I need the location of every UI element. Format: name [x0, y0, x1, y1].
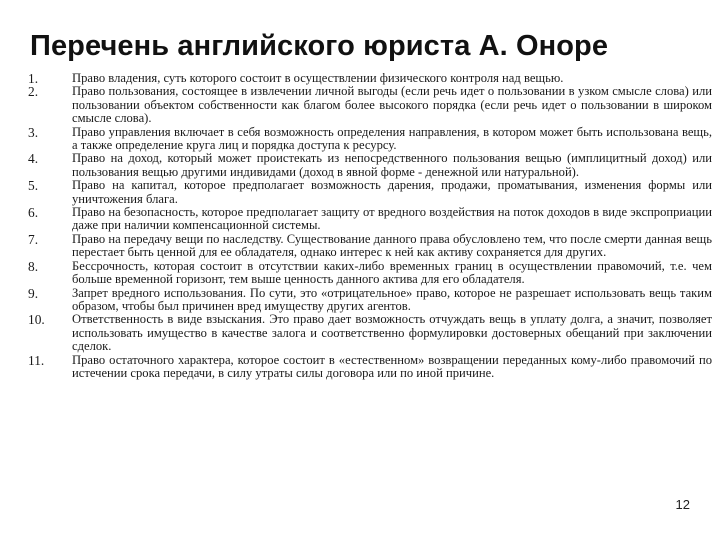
list-item: [28, 179, 712, 206]
item-number: 11.: [28, 352, 45, 368]
list-item: [28, 233, 712, 260]
list-item: [28, 126, 712, 153]
item-text: Право на капитал, которое предполагает возможность дарения, продажи, проматывания, изменения формы или уничтожения блага.: [72, 178, 712, 206]
item-number: 8.: [28, 258, 39, 274]
list-item: [28, 313, 712, 353]
list-item: [28, 72, 712, 85]
list-item: [28, 206, 712, 233]
item-number: 2.: [28, 84, 39, 100]
item-text: Право на безопасность, которое предполагает защиту от вредного воздействия на поток доходов в виде экспроприации даже при наличии компенсационной системы.: [72, 205, 712, 233]
item-number: 9.: [28, 285, 39, 301]
item-text: Запрет вредного использования. По сути, это «отрицательное» право, которое не разрешает использовать вещь таким образом, чтобы был причинен вред имуществу других агентов.: [72, 285, 712, 313]
item-number: 5.: [28, 178, 39, 194]
item-number: 7.: [28, 231, 39, 247]
item-text: Право пользования, состоящее в извлечении личной выгоды (если речь идет о пользовании в узком смысле слова) или пользовании объектом собственности как благом более высокого порядка (если речь идет о пользовании в широком смысле слова).: [72, 84, 712, 126]
slide-title: Перечень английского юриста А. Оноре: [30, 30, 609, 62]
item-number: 1.: [28, 71, 39, 86]
page-number: 12: [675, 497, 690, 512]
item-number: 6.: [28, 205, 39, 221]
item-text: Право остаточного характера, которое состоит в «естественном» возвращении переданных кому-либо правомочий по истечении срока передачи, в силу утраты силы договора или по иной причине.: [72, 352, 712, 380]
item-text: Бессрочность, которая состоит в отсутствии каких-либо временных границ в осуществлении правомочий, т.е. чем больше временной горизонт, тем выше ценность данного актива для его обладателя.: [72, 258, 712, 287]
item-text: Право на передачу вещи по наследству. Существование данного права обусловлено тем, что после смерти данная вещь перестает быть ценной для ее обладателя, однако интерес к ней как активу сохраняется для других.: [72, 231, 712, 260]
item-number: 10.: [28, 312, 45, 328]
item-text: Право на доход, который может проистекать из непосредственного пользования вещью (имплицитный доход) или пользования вещью другими индивидами (доход в явной форме - денежной или натуральной).: [72, 151, 712, 179]
list-item: [28, 354, 712, 381]
item-number: 4.: [28, 151, 39, 167]
item-number: 3.: [28, 124, 39, 140]
rights-list: [28, 72, 712, 380]
list-item: [28, 85, 712, 125]
list-item: [28, 260, 712, 287]
list-item: [28, 287, 712, 314]
item-text: Право владения, суть которого состоит в осуществлении физического контроля над вещью.: [72, 71, 564, 85]
list-item: [28, 152, 712, 179]
item-text: Ответственность в виде взыскания. Это право дает возможность отчуждать вещь в уплату долга, а значит, позволяет использовать имущество в качестве залога и соответственно формулировки достоверных обещаний при заключении сделок.: [72, 312, 712, 354]
item-text: Право управления включает в себя возможность определения направления, в котором может быть использована вещь, а также определение круга лиц и порядка доступа к ресурсу.: [72, 124, 712, 153]
